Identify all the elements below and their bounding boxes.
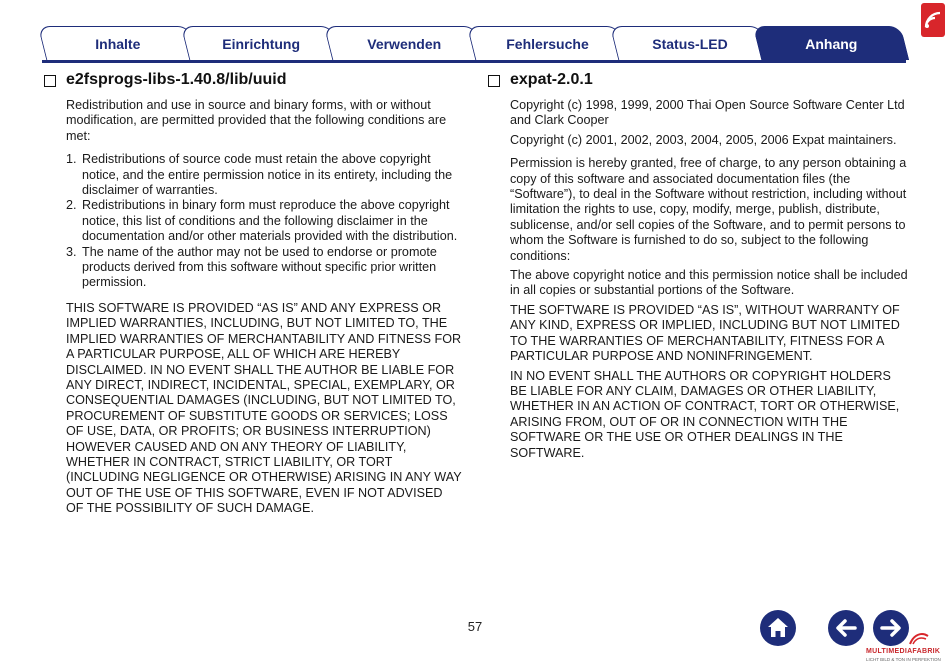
disclaimer-paragraph: THIS SOFTWARE IS PROVIDED “AS IS” AND ANY EXPRESS OR IMPLIED WARRANTIES, INCLUDING, BUT NOT LIMITED TO, THE IMPLIED WARRANTIES OF MERCHANTABILITY AND FITNESS FOR A PARTICULAR PURPOSE, ALL OF WHICH ARE HEREBY DISCLAIMED. IN NO EVENT SHALL THE AUTHOR BE LIABLE FOR ANY DIRECT, INDIRECT, INCIDENTAL, SPECIAL, EXEMPLARY, OR CONSEQUENTIAL DAMAGES (INCLUDING, BUT NOT LIMITED TO, PROCUREMENT OF SUBSTITUTE GOODS OR SERVICES; LOSS OF USE, DATA, OR PROFITS; OR BUSINESS INTERRUPTION) HOWEVER CAUSED AND ON ANY THEORY OF LIABILITY, WHETHER IN CONTRACT, STRICT LIABILITY, OR TORT (INCLUDING NEGLIGENCE OR OTHERWISE) ARISING IN ANY WAY OUT OF THE USE OF THIS SOFTWARE, EVEN IF NOT ADVISED OF THE POSSIBILITY OF SUCH DAMAGE. xyxy=(66,300,462,516)
tab-status-led[interactable]: Status-LED xyxy=(610,26,770,60)
list-number: 2. xyxy=(66,198,77,213)
list-item xyxy=(66,198,462,244)
brand-swirl-logo xyxy=(908,630,930,646)
permission-paragraph: Permission is hereby granted, free of charge, to any person obtaining a copy of this software and associated documentation files (the “Software”), to deal in the Software without restriction, including without limitation the rights to use, copy, modify, merge, publish, distribute, sublicense, and/or sell copies of the Software, and to permit persons to whom the Software is furnished to do so, subject to the following conditions: xyxy=(510,156,907,263)
list-number: 1. xyxy=(66,152,77,167)
tab-anhang[interactable]: Anhang xyxy=(753,26,909,60)
list-text: Redistributions in binary form must reproduce the above copyright notice, this list of conditions and the following disclaimer in the documentation and/or other materials provided with the distribution. xyxy=(82,198,458,244)
arrow-right-icon xyxy=(873,610,909,646)
tab-einrichtung[interactable]: Einrichtung xyxy=(181,26,341,60)
list-text: The name of the author may not be used to endorse or promote products derived from this software without specific prior written permission. xyxy=(82,244,437,290)
liability-paragraph: IN NO EVENT SHALL THE AUTHORS OR COPYRIGHT HOLDERS BE LIABLE FOR ANY CLAIM, DAMAGES OR OTHER LIABILITY, WHETHER IN AN ACTION OF CONTRACT, TORT OR OTHERWISE, ARISING FROM, OUT OF OR IN CONNECTION WITH THE SOFTWARE OR THE USE OR OTHER DEALINGS IN THE SOFTWARE. xyxy=(510,368,900,460)
conditions-list xyxy=(66,152,462,291)
brand-tagline: LICHT BILD & TON IN PERFEKTION xyxy=(866,657,941,662)
notice-paragraph: The above copyright notice and this permission notice shall be included in all copies or substantial portions of the Software. xyxy=(510,268,908,298)
home-icon xyxy=(760,610,796,646)
list-number: 3. xyxy=(66,244,77,259)
tab-bar xyxy=(42,26,906,62)
warranty-paragraph: THE SOFTWARE IS PROVIDED “AS IS”, WITHOUT WARRANTY OF ANY KIND, EXPRESS OR IMPLIED, INCLUDING BUT NOT LIMITED TO THE WARRANTIES OF MERCHANTABILITY, FITNESS FOR A PARTICULAR PURPOSE AND NONINFRINGEMENT. xyxy=(510,302,900,364)
section-title-text: expat-2.0.1 xyxy=(510,71,593,89)
brand-name: MULTIMEDIAFABRIK xyxy=(866,648,941,655)
list-text: Redistributions of source code must retain the above copyright notice, and the entire permission notice in its entirety, including the disclaimer of warranties. xyxy=(82,152,453,198)
brand-corner-logo xyxy=(921,3,945,37)
signal-icon xyxy=(924,11,942,29)
tab-underline xyxy=(42,60,906,63)
home-button[interactable] xyxy=(760,610,796,646)
arrow-left-icon xyxy=(828,610,864,646)
copyright-line: Copyright (c) 2001, 2002, 2003, 2004, 2005, 2006 Expat maintainers. xyxy=(510,132,897,147)
list-item xyxy=(66,245,462,291)
section-e2fsprogs xyxy=(44,70,462,521)
forward-button[interactable] xyxy=(873,610,909,646)
page-number: 57 xyxy=(467,619,483,634)
copyright-line: Copyright (c) 1998, 1999, 2000 Thai Open Source Software Center Ltd and Clark Cooper xyxy=(510,98,905,128)
list-item xyxy=(66,152,462,198)
section-title-text: e2fsprogs-libs-1.40.8/lib/uuid xyxy=(66,71,287,89)
tab-fehlersuche[interactable]: Fehlersuche xyxy=(467,26,627,60)
back-button[interactable] xyxy=(828,610,864,646)
section-title xyxy=(488,70,908,90)
checkbox-icon xyxy=(44,75,56,87)
section-expat xyxy=(488,70,908,465)
intro-paragraph: Redistribution and use in source and binary forms, with or without modification, are permitted provided that the following conditions are met: xyxy=(66,98,447,143)
tab-inhalte[interactable]: Inhalte xyxy=(38,26,198,60)
tab-verwenden[interactable]: Verwenden xyxy=(324,26,484,60)
section-title xyxy=(44,70,462,90)
checkbox-icon xyxy=(488,75,500,87)
